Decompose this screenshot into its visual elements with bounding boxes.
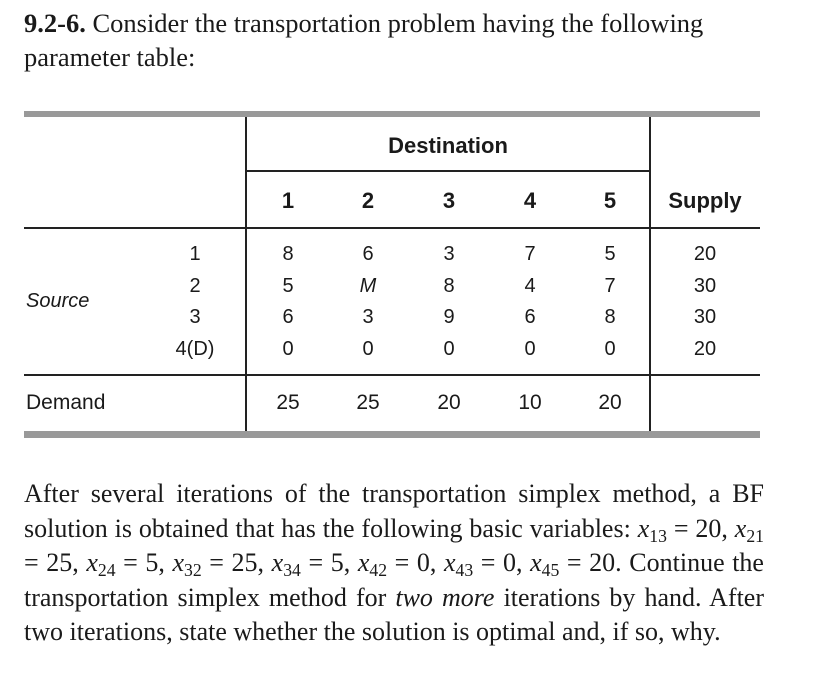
source-row-label: 4(D) xyxy=(175,338,215,360)
basic-variable: $x_{32} = 25$, xyxy=(172,548,272,580)
demand-cell: 25 xyxy=(276,391,300,414)
cost-cell: 0 xyxy=(362,338,374,360)
basic-variable: $x_{13} = 20$, xyxy=(637,513,735,546)
supply-header: Supply xyxy=(668,188,742,213)
source-row-label: 3 xyxy=(189,306,201,328)
table-divider-left xyxy=(245,117,247,431)
basic-variable: $x_{42} = 0$, xyxy=(357,548,444,580)
paragraph-continue-b: iterations by hand. After two iterations, state whether the solution is optimal and, if so, why. xyxy=(24,582,765,646)
cost-cell: 4 xyxy=(524,275,536,297)
basic-variable: $x_{43} = 0$, xyxy=(443,548,531,580)
cost-cell: 0 xyxy=(524,338,536,360)
table-bottom-rule xyxy=(24,431,760,438)
supply-cell: 20 xyxy=(693,243,717,265)
cost-cell: 6 xyxy=(362,243,374,265)
demand-cell: 20 xyxy=(598,391,622,414)
demand-cell: 20 xyxy=(437,391,461,414)
cost-cell: 3 xyxy=(443,243,455,265)
header-bottom-line xyxy=(24,227,760,229)
destination-col-header: 3 xyxy=(442,188,456,213)
destination-col-header: 1 xyxy=(281,188,295,213)
cost-cell: 5 xyxy=(604,243,616,265)
cost-cell: 8 xyxy=(604,306,616,328)
source-label: Source xyxy=(26,290,90,312)
basic-variable: $x_{34} = 5$, xyxy=(271,548,358,580)
destination-underline xyxy=(246,170,650,172)
supply-cell: 20 xyxy=(693,338,717,360)
demand-cell: 25 xyxy=(356,391,380,414)
paragraph-emphasis: two more xyxy=(395,582,495,612)
cost-cell: 0 xyxy=(282,338,294,360)
cost-cell: 8 xyxy=(443,275,455,297)
demand-cell: 10 xyxy=(518,391,542,414)
demand-label: Demand xyxy=(26,391,106,414)
destination-col-header: 5 xyxy=(603,188,617,213)
supply-cell: 30 xyxy=(693,275,717,297)
source-row-label: 2 xyxy=(189,275,201,297)
basic-variable: $x_{21} = 25$, xyxy=(24,513,764,577)
cost-cell: 0 xyxy=(604,338,616,360)
paragraph-intro: After several iterations of the transportation simplex method, a BF solution is obtained that has the following basic variables: xyxy=(24,479,764,543)
table-divider-right xyxy=(649,117,651,431)
basic-variable: $x_{45} = 20$. xyxy=(530,548,622,580)
problem-header xyxy=(24,6,764,74)
problem-number: 9.2-6. xyxy=(24,8,86,38)
destination-header: Destination xyxy=(388,133,508,158)
cost-cell: M xyxy=(359,275,377,297)
cost-cell: 7 xyxy=(604,275,616,297)
problem-statement: Consider the transportation problem having the following parameter table: xyxy=(24,8,704,72)
cost-cell: 9 xyxy=(443,306,455,328)
cost-cell: 7 xyxy=(524,243,536,265)
supply-cell: 30 xyxy=(693,306,717,328)
problem-paragraph xyxy=(24,477,764,650)
cost-cell: 6 xyxy=(282,306,294,328)
destination-col-header: 2 xyxy=(361,188,375,213)
source-row-label: 1 xyxy=(189,243,201,265)
destination-col-header: 4 xyxy=(523,188,537,213)
cost-cell: 3 xyxy=(362,306,374,328)
demand-top-line xyxy=(24,374,760,376)
cost-cell: 6 xyxy=(524,306,536,328)
cost-cell: 0 xyxy=(443,338,455,360)
paragraph-continue-a: Continue the transportation simplex method for xyxy=(24,548,764,612)
cost-cell: 5 xyxy=(282,275,294,297)
cost-cell: 8 xyxy=(282,243,294,265)
basic-variable: $x_{24} = 5$, xyxy=(86,548,173,580)
